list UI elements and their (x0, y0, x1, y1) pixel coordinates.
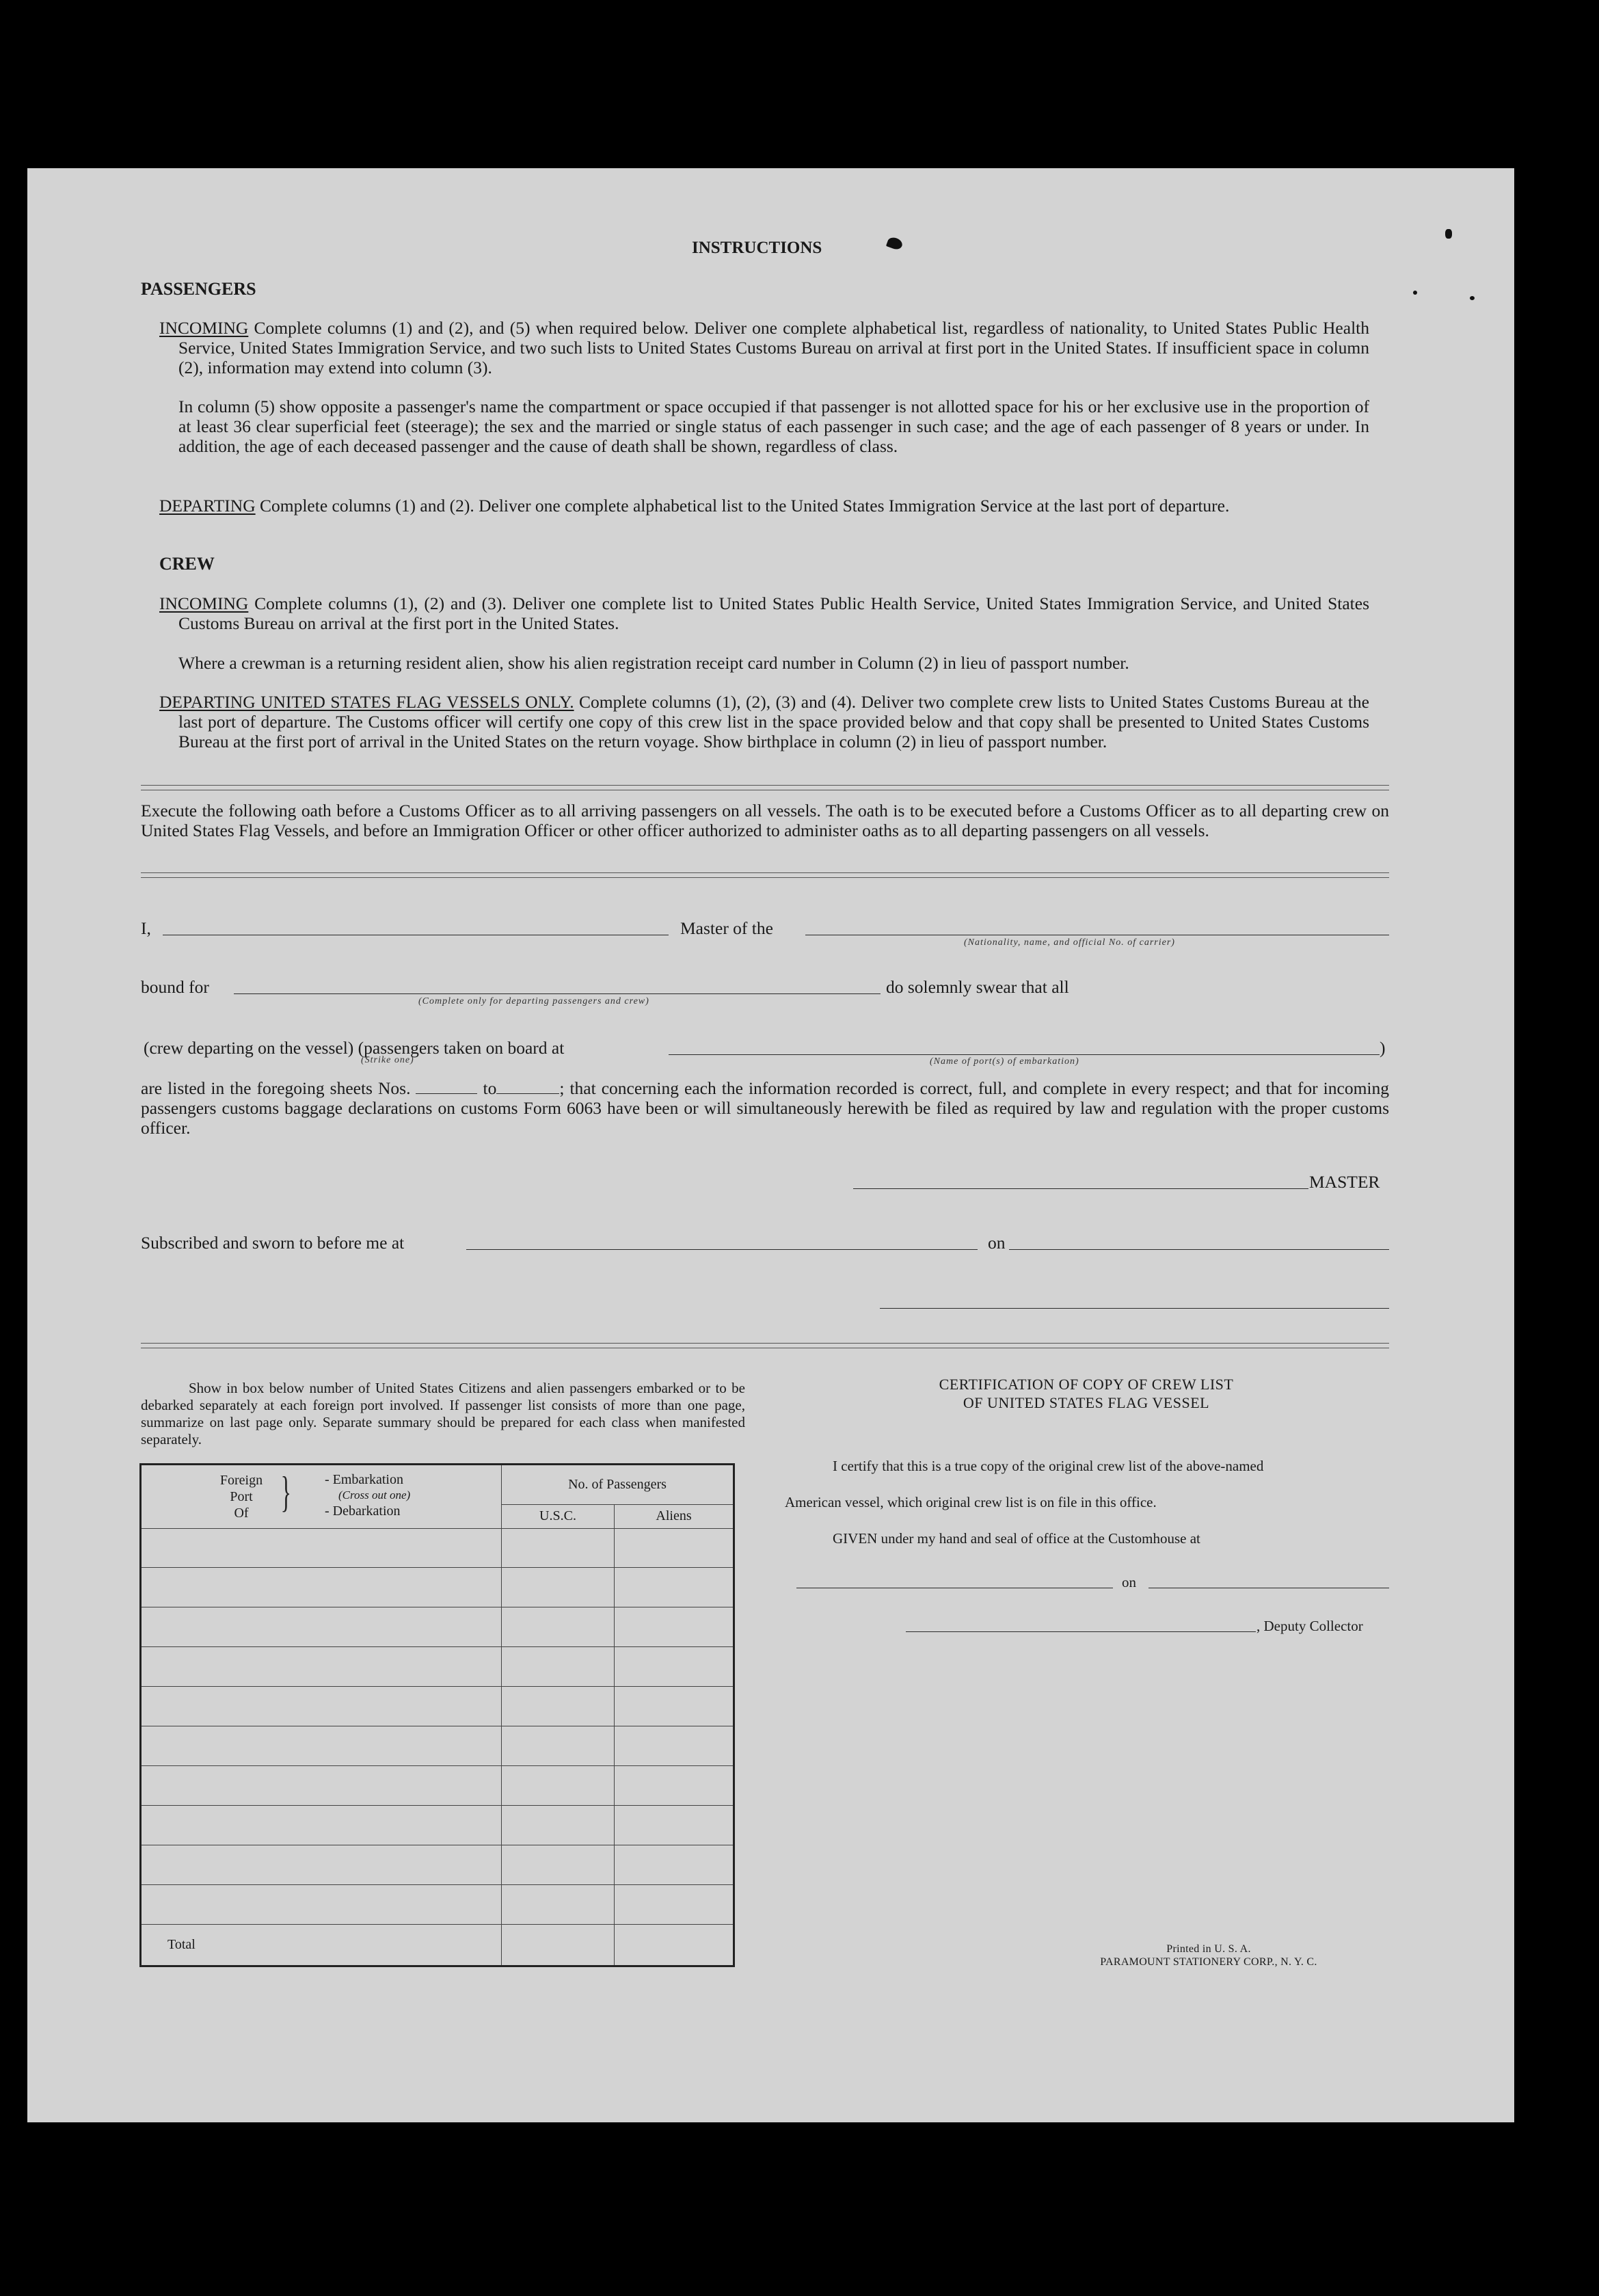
port-label: Port (230, 1489, 253, 1504)
ink-speck (1413, 291, 1417, 295)
crew-alien-paragraph: Where a crewman is a returning resident alien, show his alien registration receipt card number in Column (2) in lieu of passport number. (178, 653, 1129, 673)
certification-title (786, 1375, 1386, 1412)
aliens-cell[interactable] (615, 1884, 734, 1924)
sheet-to-field[interactable] (496, 1080, 559, 1094)
instructions-title: INSTRUCTIONS (692, 239, 822, 257)
oath-intro: Execute the following oath before a Customs Officer as to all arriving passengers on all vessels. The oath is to be executed before a Customs Officer as to all departing crew on United States Flag Vessels, and before an Immigration Officer or other officer authorized to administer oaths as to all departing passengers on all vessels. (141, 801, 1389, 840)
crew-departing-label: DEPARTING UNITED STATES FLAG VESSELS ONLY. (159, 692, 574, 712)
foreign-label: Foreign (219, 1473, 263, 1488)
port-cell[interactable] (141, 1607, 502, 1647)
sworn-place-line[interactable] (466, 1249, 978, 1250)
usc-cell[interactable] (502, 1528, 615, 1568)
total-label: Total (141, 1924, 502, 1966)
passengers-departing-text: Complete columns (1) and (2). Deliver one complete alphabetical list to the United States Immigration Service at the last port of departure. (255, 496, 1230, 516)
passengers-incoming-paragraph (159, 318, 1369, 377)
debarkation-option[interactable]: - Debarkation (325, 1504, 401, 1519)
close-paren: ) (1380, 1038, 1386, 1058)
passengers-incoming-text: Complete columns (1) and (2), and (5) when required below. Deliver one complete alphabetical list, regardless of nationality, to United States Public Health Service, United States Immigration Service, and two such lists to United States Customs Bureau on arrival at first port in the United States. If insufficient space in column (2), information may extend into column (3). (178, 318, 1369, 377)
of-label: Of (234, 1506, 249, 1521)
divider (141, 1343, 1389, 1348)
crew-incoming-text: Complete columns (1), (2) and (3). Deliver one complete list to United States Public Health Service, United States Immigration Service, and United States Customs Bureau on arrival at the first port in the United States. (178, 593, 1369, 633)
passengers-departing-label: DEPARTING (159, 496, 256, 516)
passengers-heading: PASSENGERS (141, 279, 256, 299)
printed-in-usa: Printed in U. S. A. (1166, 1943, 1251, 1955)
foreign-port-header (141, 1465, 502, 1529)
port-cell[interactable] (141, 1568, 502, 1607)
usc-cell[interactable] (502, 1687, 615, 1726)
usc-header: U.S.C. (502, 1504, 615, 1528)
usc-cell[interactable] (502, 1607, 615, 1647)
aliens-cell[interactable] (615, 1806, 734, 1845)
usc-cell[interactable] (502, 1845, 615, 1885)
aliens-cell[interactable] (615, 1766, 734, 1806)
master-label: MASTER (1309, 1172, 1380, 1192)
ink-speck (1470, 296, 1475, 300)
port-cell[interactable] (141, 1687, 502, 1726)
port-cell[interactable] (141, 1806, 502, 1845)
crew-departing-paragraph (159, 692, 1369, 751)
printer-name: PARAMOUNT STATIONERY CORP., N. Y. C. (1100, 1956, 1317, 1968)
listed-text-1: are listed in the foregoing sheets Nos. (141, 1078, 411, 1098)
passengers-departing-paragraph (159, 496, 1369, 516)
crew-incoming-label: INCOMING (159, 593, 249, 613)
certify-line-2: American vessel, which original crew list is on file in this office. (785, 1494, 1157, 1510)
subscribed-label: Subscribed and sworn to before me at (141, 1233, 405, 1253)
cross-out-note: (Cross out one) (338, 1489, 411, 1501)
passengers-incoming-label: INCOMING (159, 318, 249, 338)
aliens-header: Aliens (615, 1504, 734, 1528)
ink-speck (1445, 229, 1452, 239)
divider (141, 785, 1389, 790)
no-of-passengers-header: No. of Passengers (502, 1465, 734, 1505)
usc-cell[interactable] (502, 1647, 615, 1687)
port-cell[interactable] (141, 1647, 502, 1687)
passengers-column5-paragraph: In column (5) show opposite a passenger's name the compartment or space occupied if that passenger is not allotted space for his or her exclusive use in the proportion of at least 36 clear superficial feet (steerage); the sex and the married or single status of each passenger in such case; and the age of each passenger of 8 years or under. In addition, the age of each deceased passenger and the cause of death shall be shown, regardless of class. (178, 397, 1369, 456)
given-text: GIVEN under my hand and seal of office at the Customhouse at (833, 1530, 1200, 1547)
crew-passengers-text: (crew departing on the vessel) (passengers taken on board at (144, 1038, 565, 1058)
aliens-cell[interactable] (615, 1568, 734, 1607)
usc-cell[interactable] (502, 1766, 615, 1806)
usc-cell[interactable] (502, 1726, 615, 1766)
ports-line[interactable] (669, 1054, 1380, 1055)
listed-to: to (483, 1078, 497, 1098)
crew-incoming-paragraph (159, 593, 1369, 633)
certify-line-1: I certify that this is a true copy of the original crew list of the above-named (833, 1458, 1264, 1474)
usc-total-cell[interactable] (502, 1924, 615, 1966)
listed-paragraph (141, 1078, 1389, 1138)
usc-cell[interactable] (502, 1884, 615, 1924)
deputy-collector-label: , Deputy Collector (1257, 1618, 1363, 1634)
embarkation-option[interactable]: - Embarkation (325, 1472, 403, 1487)
passenger-summary-table (139, 1463, 735, 1967)
strike-caption: (Strike one) (361, 1055, 414, 1065)
crew-heading: CREW (159, 554, 215, 574)
port-cell[interactable] (141, 1528, 502, 1568)
sworn-date-line[interactable] (1009, 1249, 1389, 1250)
aliens-cell[interactable] (615, 1845, 734, 1885)
aliens-cell[interactable] (615, 1687, 734, 1726)
summary-instructions: Show in box below number of United States Citizens and alien passengers embarked or to be debarked separately at each foreign port involved. If passenger list consists of more than one page, summarize on last page only. Separate summary should be prepared for each class when manifested separately. (141, 1380, 745, 1447)
officer-signature-line[interactable] (880, 1308, 1389, 1309)
sheet-from-field[interactable] (416, 1080, 477, 1094)
bound-for-label: bound for (141, 977, 209, 997)
cert-on-label: on (1122, 1574, 1136, 1590)
divider (141, 872, 1389, 878)
port-cell[interactable] (141, 1884, 502, 1924)
port-cell[interactable] (141, 1845, 502, 1885)
oath-i-label: I, (141, 918, 151, 938)
port-cell[interactable] (141, 1726, 502, 1766)
crew-departing-text: Complete columns (1), (2), (3) and (4). Deliver two complete crew lists to United States Customs Bureau at the last port of departure. The Customs officer will certify one copy of this crew list in the space provided below and that copy shall be presented to United States Customs Bureau at the first port of arrival in the United States on the return voyage. Show birthplace in column (2) in lieu of passport number. (178, 692, 1369, 751)
certification-title-line1: CERTIFICATION OF COPY OF CREW LIST (939, 1376, 1234, 1393)
sworn-on-label: on (988, 1233, 1006, 1253)
port-cell[interactable] (141, 1766, 502, 1806)
brace-icon: } (280, 1467, 292, 1516)
aliens-cell[interactable] (615, 1528, 734, 1568)
aliens-cell[interactable] (615, 1607, 734, 1647)
aliens-cell[interactable] (615, 1726, 734, 1766)
deputy-signature-line[interactable] (906, 1631, 1256, 1632)
usc-cell[interactable] (502, 1568, 615, 1607)
swear-text: do solemnly swear that all (886, 977, 1069, 997)
master-of-label: Master of the (680, 918, 773, 938)
aliens-total-cell[interactable] (615, 1924, 734, 1966)
usc-cell[interactable] (502, 1806, 615, 1845)
certification-title-line2: OF UNITED STATES FLAG VESSEL (963, 1394, 1210, 1411)
bound-for-caption: (Complete only for departing passengers and crew) (418, 996, 649, 1006)
carrier-caption: (Nationality, name, and official No. of carrier) (964, 937, 1175, 948)
aliens-cell[interactable] (615, 1647, 734, 1687)
ports-caption: (Name of port(s) of embarkation) (930, 1056, 1079, 1067)
listed-text-2: ; that concerning each the information recorded is correct, full, and complete in every respect; and that for incoming passengers customs baggage declarations on customs Form 6063 have been or will simultaneously herewith be filed as required by law and regulation with the proper customs officer. (141, 1078, 1389, 1138)
master-signature-line[interactable] (853, 1188, 1308, 1189)
printer-imprint (1087, 1943, 1330, 1968)
bound-for-line[interactable] (234, 993, 881, 994)
